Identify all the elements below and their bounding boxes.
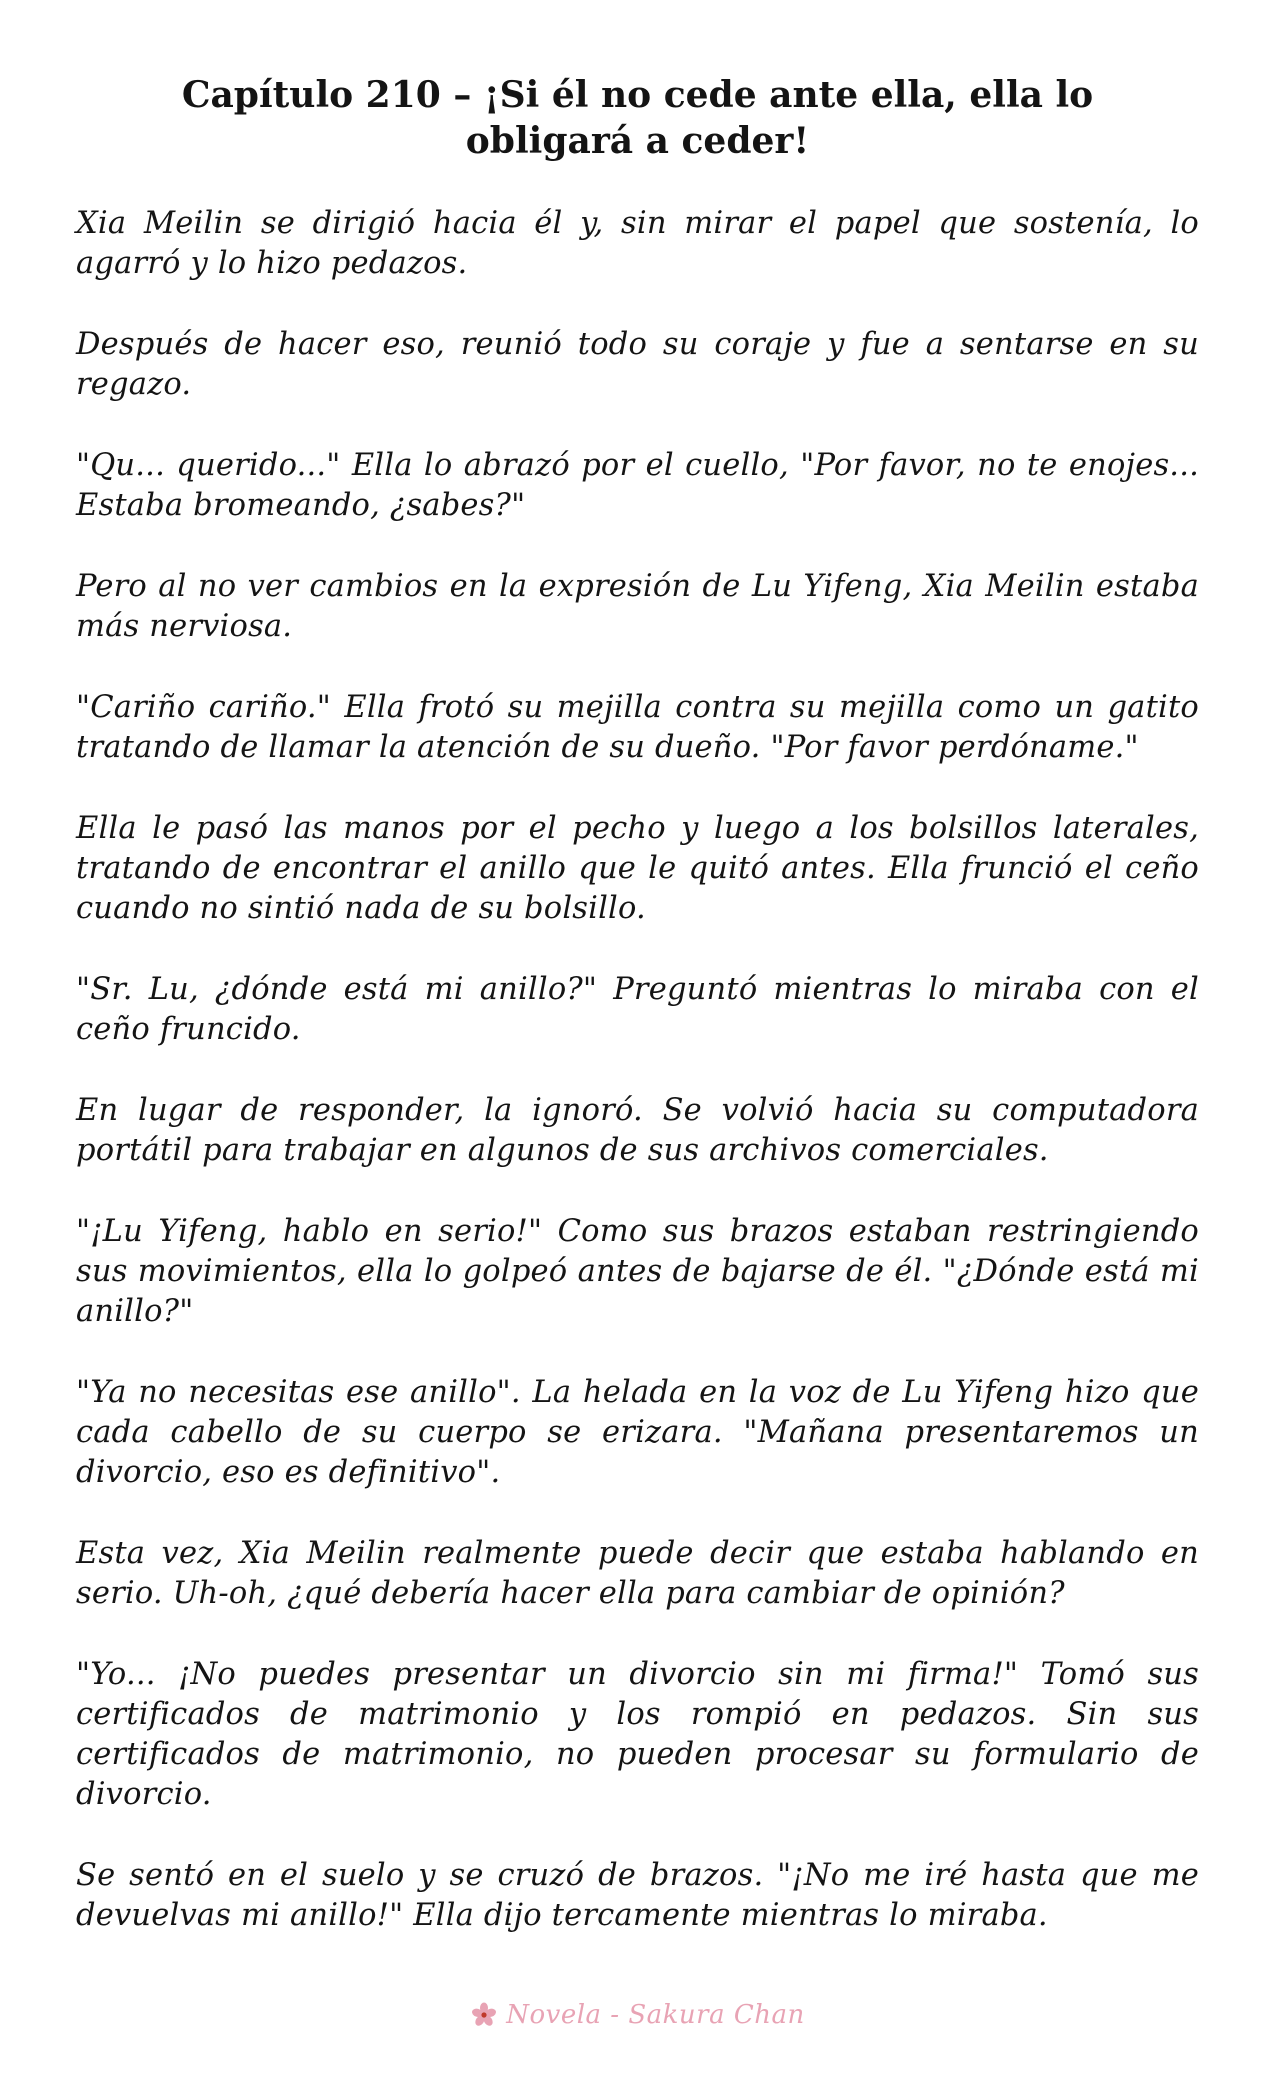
chapter-title: Capítulo 210 – ¡Si él no cede ante ella, ella lo obligará a ceder! <box>181 74 1094 162</box>
paragraph: "¡Lu Yifeng, hablo en serio!" Como sus brazos estaban restringiendo sus movimientos, ella lo golpeó antes de bajarse de él. "¿Dónde está mi anillo?" <box>76 1214 1199 1329</box>
paragraph: Después de hacer eso, reunió todo su coraje y fue a sentarse en su regazo. <box>76 327 1199 402</box>
paragraph: "Yo... ¡No puedes presentar un divorcio sin mi firma!" Tomó sus certificados de matrimonio y los rompió en pedazos. Sin sus certificados de matrimonio, no pueden procesar su formulario de divorcio. <box>76 1657 1199 1812</box>
paragraph: "Cariño cariño." Ella frotó su mejilla contra su mejilla como un gatito tratando de llamar la atención de su dueño. "Por favor perdóname." <box>76 690 1199 765</box>
paragraph: Esta vez, Xia Meilin realmente puede decir que estaba hablando en serio. Uh-oh, ¿qué debería hacer ella para cambiar de opinión? <box>76 1536 1199 1611</box>
paragraph: Ella le pasó las manos por el pecho y luego a los bolsillos laterales, tratando de encontrar el anillo que le quitó antes. Ella frunció el ceño cuando no sintió nada de su bolsillo. <box>76 811 1199 926</box>
watermark-text: Novela - Sakura Chan <box>506 2000 805 2030</box>
paragraph: Xia Meilin se dirigió hacia él y, sin mirar el papel que sostenía, lo agarró y lo hizo pedazos. <box>76 206 1199 281</box>
paragraph: Pero al no ver cambios en la expresión de Lu Yifeng, Xia Meilin estaba más nerviosa. <box>76 569 1199 644</box>
sakura-flower-icon <box>470 2001 498 2029</box>
paragraph: "Qu... querido..." Ella lo abrazó por el cuello, "Por favor, no te enojes... Estaba bromeando, ¿sabes?" <box>76 448 1199 523</box>
chapter-body <box>76 204 1199 1936</box>
paragraph: Se sentó en el suelo y se cruzó de brazos. "¡No me iré hasta que me devuelvas mi anillo!" Ella dijo tercamente mientras lo miraba. <box>76 1858 1199 1933</box>
watermark <box>0 1995 1275 2035</box>
paragraph: En lugar de responder, la ignoró. Se volvió hacia su computadora portátil para trabajar en algunos de sus archivos comerciales. <box>76 1093 1199 1168</box>
paragraph: "Ya no necesitas ese anillo". La helada en la voz de Lu Yifeng hizo que cada cabello de su cuerpo se erizara. "Mañana presentaremos un divorcio, eso es definitivo". <box>76 1375 1199 1490</box>
paragraph: "Sr. Lu, ¿dónde está mi anillo?" Preguntó mientras lo miraba con el ceño fruncido. <box>76 972 1199 1047</box>
